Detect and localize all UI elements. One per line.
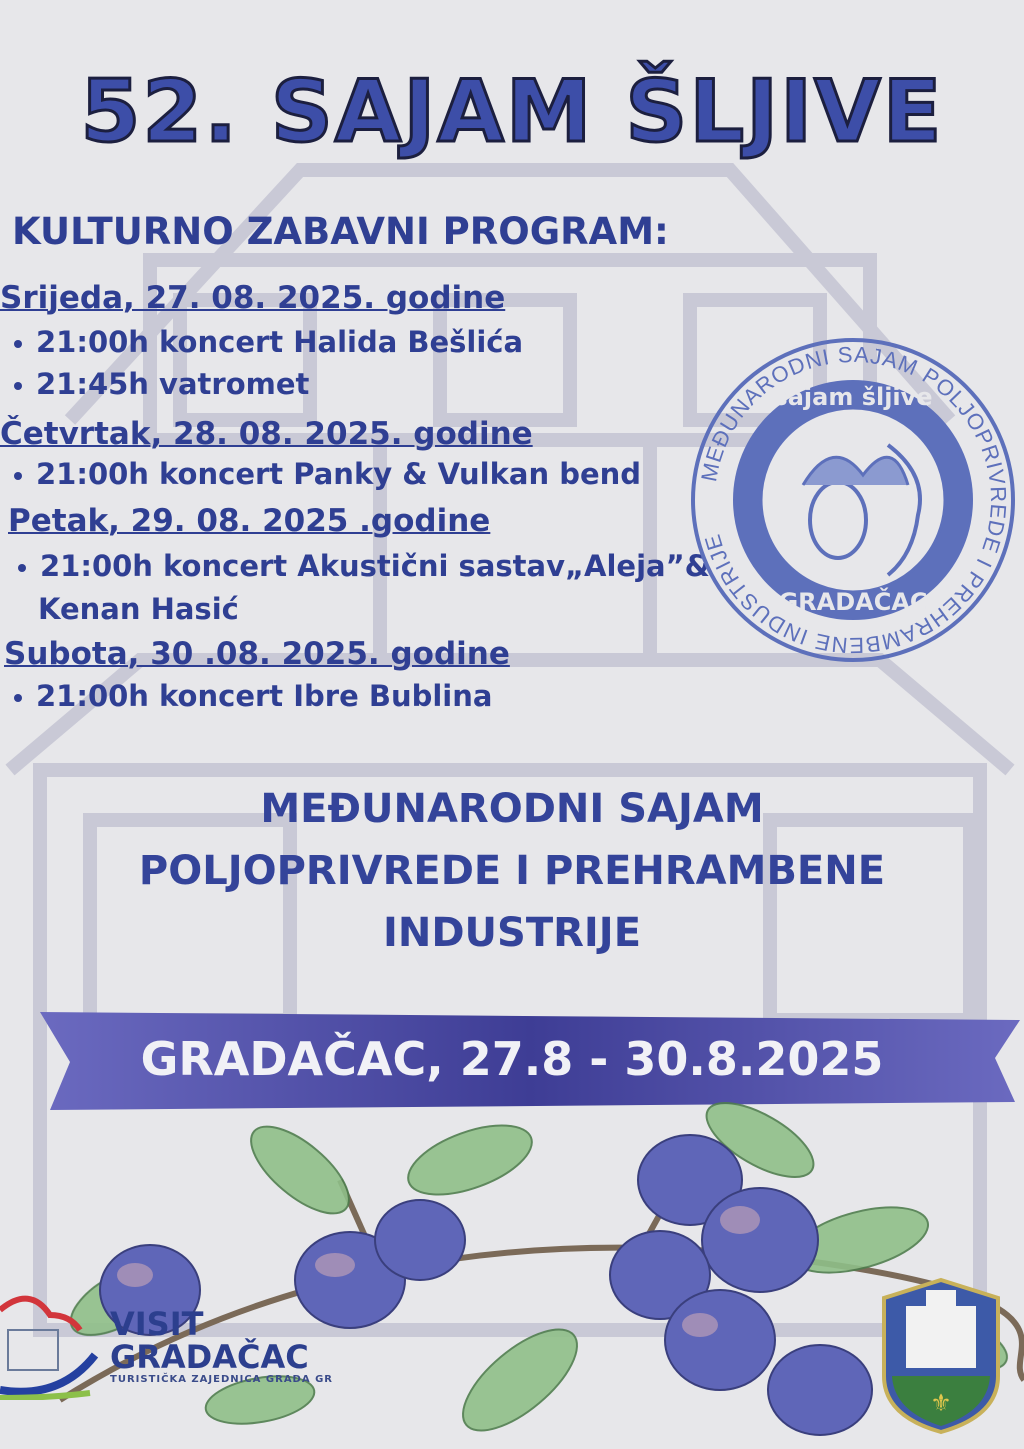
logo-text: GRADAČAC bbox=[110, 1338, 309, 1376]
location-dates: GRADAČAC, 27.8 - 30.8.2025 bbox=[140, 1032, 884, 1086]
day-thursday: Četvrtak, 28. 08. 2025. godine bbox=[0, 416, 533, 452]
poster-title: 52. SAJAM ŠLJIVE bbox=[80, 62, 944, 162]
day-friday: Petak, 29. 08. 2025 .godine bbox=[8, 503, 491, 539]
fair-seal-logo bbox=[688, 335, 1018, 665]
program-item: 21:00h koncert Ibre Bublina bbox=[14, 679, 492, 713]
logo-text: VISIT bbox=[110, 1305, 204, 1343]
program-item: 21:45h vatromet bbox=[14, 367, 309, 401]
day-wednesday: Srijeda, 27. 08. 2025. godine bbox=[0, 280, 506, 316]
program-item-continued: Kenan Hasić bbox=[38, 592, 239, 626]
bullet-icon bbox=[14, 340, 22, 348]
fair-line: MEĐUNARODNI SAJAM bbox=[260, 786, 764, 832]
svg-text:sajam šljive: sajam šljive bbox=[773, 383, 933, 411]
fair-line: INDUSTRIJE bbox=[382, 910, 642, 956]
svg-text:MEĐUNARODNI SAJAM POLJOPRIVRED: MEĐUNARODNI SAJAM POLJOPRIVREDE I PREHRAMBENE INDUSTRIJE bbox=[696, 341, 1012, 659]
svg-text:GRADAČAC: GRADAČAC bbox=[778, 588, 928, 616]
bullet-icon bbox=[14, 382, 22, 390]
visit-gradacac-logo-icon bbox=[0, 1290, 110, 1400]
program-item: 21:00h koncert Akustični sastav„Aleja”& bbox=[18, 549, 710, 583]
fair-line: POLJOPRIVREDE I PREHRAMBENE bbox=[138, 848, 886, 894]
bullet-icon bbox=[14, 694, 22, 702]
program-heading: KULTURNO ZABAVNI PROGRAM: bbox=[12, 210, 669, 253]
day-saturday: Subota, 30 .08. 2025. godine bbox=[4, 636, 510, 672]
program-item: 21:00h koncert Panky & Vulkan bend bbox=[14, 457, 641, 491]
city-coat-of-arms-icon bbox=[878, 1276, 1004, 1436]
plum-branch-illustration bbox=[0, 1100, 1024, 1449]
bullet-icon bbox=[18, 564, 26, 572]
visit-gradacac-logo bbox=[110, 1305, 333, 1385]
bullet-icon bbox=[14, 472, 22, 480]
program-item: 21:00h koncert Halida Bešlića bbox=[14, 325, 523, 359]
logo-text: TURISTIČKA ZAJEDNICA GRADA GR bbox=[110, 1374, 333, 1385]
fair-name bbox=[0, 778, 1024, 964]
svg-text:⚜: ⚜ bbox=[930, 1389, 952, 1417]
